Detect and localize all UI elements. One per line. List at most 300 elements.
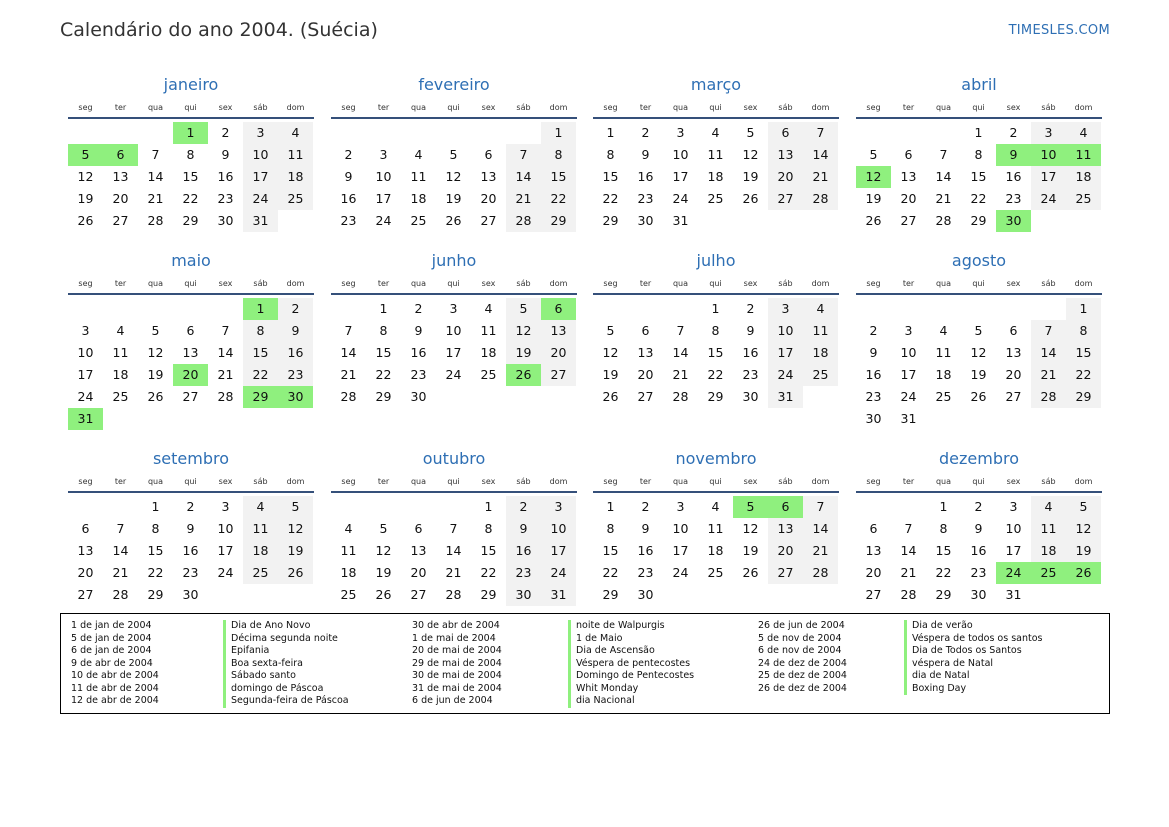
day-cell: 12	[375, 543, 392, 558]
day-cell: 15	[1066, 342, 1101, 364]
day-cell: 7	[116, 521, 125, 536]
month-name: abril	[961, 75, 997, 94]
day-cell: 26	[445, 213, 462, 228]
weekday-label: sáb	[1041, 477, 1056, 486]
day-cell: 3	[541, 496, 576, 518]
day-cell: 20	[480, 191, 497, 206]
day-cell: 3	[243, 122, 278, 144]
weekday-label: qui	[709, 477, 722, 486]
legend-holiday-name: Boxing Day	[904, 683, 1042, 696]
day-cell: 15	[602, 169, 619, 184]
weekday-label: sáb	[253, 477, 268, 486]
day-cell: 21	[1031, 364, 1066, 386]
legend-holiday-name: Whit Monday	[568, 683, 694, 696]
legend-holiday-name: Boa sexta-feira	[223, 658, 349, 671]
day-cell: 12	[278, 518, 313, 540]
day-cell: 9	[746, 323, 755, 338]
day-cell: 21	[506, 188, 541, 210]
legend-date: 12 de abr de 2004	[71, 695, 159, 706]
weekday-label: dom	[286, 279, 305, 288]
brand-link[interactable]: TIMESLES.COM	[1008, 23, 1110, 38]
day-cell: 17	[768, 342, 803, 364]
day-cell: 8	[606, 521, 615, 536]
day-cell: 20	[900, 191, 917, 206]
weekday-label: seg	[78, 477, 93, 486]
day-cell: 29	[480, 587, 497, 602]
day-cell: 25	[803, 364, 838, 386]
header-divider	[68, 491, 314, 493]
day-cell: 2	[746, 301, 755, 316]
day-cell: 29	[602, 213, 619, 228]
legend-date: 11 de abr de 2004	[71, 682, 159, 694]
weekday-label: sex	[743, 103, 758, 112]
day-cell: 17	[1005, 543, 1022, 558]
day-cell: 14	[803, 144, 838, 166]
weekday-label: qui	[709, 103, 722, 112]
day-cell: 20	[1005, 367, 1022, 382]
day-cell: 22	[602, 191, 619, 206]
day-cell: 20	[768, 540, 803, 562]
day-cell: 12	[742, 521, 759, 536]
day-cell: 30	[742, 389, 759, 404]
weekday-header	[68, 103, 314, 115]
day-cell: 23	[340, 213, 357, 228]
day-cell: 26	[742, 191, 759, 206]
weekday-header	[68, 279, 314, 291]
day-cell: 9	[869, 345, 878, 360]
legend-date: 31 de mai de 2004	[412, 682, 502, 694]
day-cell: 3	[221, 499, 230, 514]
legend-names-column	[904, 620, 1042, 695]
weekday-label: sex	[1006, 279, 1021, 288]
day-cell: 22	[243, 364, 278, 386]
weekday-label: seg	[341, 279, 356, 288]
day-cell: 16	[278, 342, 313, 364]
month-name: maio	[171, 251, 211, 270]
weekday-label: qui	[184, 279, 197, 288]
weekday-label: qui	[972, 103, 985, 112]
month-block	[593, 75, 839, 250]
day-cell: 14	[445, 543, 462, 558]
day-cell: 21	[340, 367, 357, 382]
day-cell: 14	[935, 169, 952, 184]
day-cell: 27	[410, 587, 427, 602]
day-cell: 23	[1005, 191, 1022, 206]
day-cell: 3	[768, 298, 803, 320]
header-divider	[856, 293, 1102, 295]
day-cell: 25	[707, 565, 724, 580]
weekday-label: sáb	[1041, 103, 1056, 112]
day-cell: 9	[414, 323, 423, 338]
day-cell: 21	[445, 565, 462, 580]
day-cell: 3	[379, 147, 388, 162]
day-cell: 1	[711, 301, 720, 316]
weekday-label: dom	[811, 477, 830, 486]
holiday-day-cell: 25	[1031, 562, 1066, 584]
day-cell: 3	[904, 323, 913, 338]
month-block	[856, 75, 1102, 250]
day-cell: 11	[803, 320, 838, 342]
day-cell: 27	[541, 364, 576, 386]
weekday-label: sex	[743, 279, 758, 288]
day-cell: 16	[410, 345, 427, 360]
day-cell: 5	[746, 125, 755, 140]
day-cell: 24	[672, 191, 689, 206]
day-cell: 12	[1066, 518, 1101, 540]
day-cell: 14	[900, 543, 917, 558]
day-cell: 14	[340, 345, 357, 360]
legend-holiday-name: Sábado santo	[223, 670, 349, 683]
day-cell: 24	[1031, 188, 1066, 210]
legend-date: 5 de nov de 2004	[758, 632, 842, 644]
day-cell: 10	[900, 345, 917, 360]
day-cell: 13	[112, 169, 129, 184]
month-block	[593, 251, 839, 426]
holiday-day-cell: 6	[541, 298, 576, 320]
day-cell: 4	[414, 147, 423, 162]
day-cell: 7	[1031, 320, 1066, 342]
day-cell: 17	[541, 540, 576, 562]
day-cell: 7	[939, 147, 948, 162]
holiday-day-cell: 31	[68, 408, 103, 430]
day-cell: 28	[935, 213, 952, 228]
day-cell: 31	[1005, 587, 1022, 602]
day-cell: 18	[803, 342, 838, 364]
weekday-label: seg	[603, 279, 618, 288]
holiday-day-cell: 6	[103, 144, 138, 166]
weekday-label: qua	[410, 103, 427, 112]
day-cell: 2	[221, 125, 230, 140]
day-cell: 6	[904, 147, 913, 162]
weekday-label: qui	[447, 477, 460, 486]
holiday-day-cell: 26	[1066, 562, 1101, 584]
day-cell: 9	[641, 521, 650, 536]
day-cell: 3	[449, 301, 458, 316]
day-cell: 15	[707, 345, 724, 360]
day-cell: 17	[445, 345, 462, 360]
day-cell: 12	[742, 147, 759, 162]
day-cell: 4	[711, 499, 720, 514]
weekday-label: ter	[114, 279, 127, 288]
weekday-label: dom	[811, 279, 830, 288]
day-cell: 14	[112, 543, 129, 558]
day-cell: 25	[480, 367, 497, 382]
day-cell: 28	[900, 587, 917, 602]
weekday-label: sáb	[516, 279, 531, 288]
day-cell: 21	[672, 367, 689, 382]
day-cell: 13	[637, 345, 654, 360]
day-cell: 18	[707, 543, 724, 558]
weekday-label: sáb	[516, 477, 531, 486]
day-cell: 23	[742, 367, 759, 382]
day-cell: 8	[974, 147, 983, 162]
day-cell: 21	[803, 166, 838, 188]
legend-holiday-name: Dia de verão	[904, 620, 1042, 633]
day-cell: 28	[803, 188, 838, 210]
weekday-label: sáb	[1041, 279, 1056, 288]
day-cell: 31	[672, 213, 689, 228]
header-divider	[68, 293, 314, 295]
day-cell: 2	[186, 499, 195, 514]
day-cell: 15	[182, 169, 199, 184]
weekday-label: qua	[935, 279, 952, 288]
day-cell: 9	[278, 320, 313, 342]
weekday-label: qui	[709, 279, 722, 288]
day-cell: 13	[480, 169, 497, 184]
legend-date: 5 de jan de 2004	[71, 632, 152, 644]
day-cell: 1	[541, 122, 576, 144]
month-block	[331, 449, 577, 624]
weekday-label: ter	[114, 477, 127, 486]
holiday-day-cell: 26	[506, 364, 541, 386]
weekday-label: qua	[935, 477, 952, 486]
day-cell: 23	[410, 367, 427, 382]
day-cell: 16	[1005, 169, 1022, 184]
day-cell: 18	[707, 169, 724, 184]
day-cell: 28	[147, 213, 164, 228]
day-cell: 8	[939, 521, 948, 536]
day-cell: 15	[480, 543, 497, 558]
day-cell: 13	[77, 543, 94, 558]
day-cell: 7	[151, 147, 160, 162]
day-cell: 29	[602, 587, 619, 602]
day-cell: 18	[340, 565, 357, 580]
weekday-label: seg	[341, 477, 356, 486]
day-cell: 8	[186, 147, 195, 162]
weekday-label: qui	[972, 279, 985, 288]
day-cell: 23	[970, 565, 987, 580]
weekday-label: qua	[672, 477, 689, 486]
day-cell: 16	[182, 543, 199, 558]
weekday-label: dom	[549, 477, 568, 486]
day-cell: 27	[637, 389, 654, 404]
legend-names-column	[568, 620, 694, 708]
weekday-label: seg	[866, 103, 881, 112]
legend-date: 20 de mai de 2004	[412, 645, 502, 656]
legend-holiday-name: Véspera de pentecostes	[568, 658, 694, 671]
day-cell: 9	[344, 169, 353, 184]
day-cell: 22	[375, 367, 392, 382]
day-cell: 8	[243, 320, 278, 342]
legend-date: 26 de dez de 2004	[758, 682, 847, 694]
month-name: janeiro	[163, 75, 219, 94]
month-name: julho	[696, 251, 736, 270]
day-cell: 9	[641, 147, 650, 162]
day-cell: 9	[186, 521, 195, 536]
weekday-label: dom	[549, 103, 568, 112]
day-cell: 25	[278, 188, 313, 210]
weekday-label: ter	[639, 279, 652, 288]
day-cell: 29	[1066, 386, 1101, 408]
weekday-label: dom	[1074, 103, 1093, 112]
day-cell: 6	[869, 521, 878, 536]
day-cell: 2	[414, 301, 423, 316]
day-cell: 2	[1009, 125, 1018, 140]
weekday-label: qua	[672, 279, 689, 288]
day-cell: 20	[768, 166, 803, 188]
weekday-header	[856, 103, 1102, 115]
day-cell: 27	[77, 587, 94, 602]
weekday-label: sex	[481, 103, 496, 112]
day-cell: 27	[768, 188, 803, 210]
legend-date: 9 de abr de 2004	[71, 657, 153, 669]
day-cell: 18	[410, 191, 427, 206]
day-cell: 6	[81, 521, 90, 536]
day-cell: 7	[904, 521, 913, 536]
month-block	[856, 449, 1102, 624]
weekday-label: seg	[78, 279, 93, 288]
day-cell: 7	[803, 122, 838, 144]
day-cell: 7	[506, 144, 541, 166]
weekday-label: qui	[447, 279, 460, 288]
weekday-label: sex	[481, 477, 496, 486]
day-cell: 19	[742, 169, 759, 184]
day-cell: 8	[1066, 320, 1101, 342]
day-cell: 12	[147, 345, 164, 360]
holiday-day-cell: 5	[68, 144, 103, 166]
holiday-day-cell: 1	[243, 298, 278, 320]
day-cell: 21	[935, 191, 952, 206]
day-cell: 12	[970, 345, 987, 360]
day-cell: 23	[278, 364, 313, 386]
day-cell: 25	[410, 213, 427, 228]
legend-holiday-name: véspera de Natal	[904, 658, 1042, 671]
legend-dates-column	[412, 620, 502, 708]
day-cell: 5	[869, 147, 878, 162]
day-cell: 30	[637, 213, 654, 228]
day-cell: 29	[541, 210, 576, 232]
day-cell: 2	[869, 323, 878, 338]
day-cell: 13	[865, 543, 882, 558]
day-cell: 7	[676, 323, 685, 338]
day-cell: 25	[243, 562, 278, 584]
day-cell: 18	[278, 166, 313, 188]
month-name: novembro	[675, 449, 757, 468]
day-cell: 27	[768, 562, 803, 584]
day-cell: 22	[480, 565, 497, 580]
day-cell: 26	[375, 587, 392, 602]
day-cell: 26	[865, 213, 882, 228]
day-cell: 2	[974, 499, 983, 514]
day-cell: 30	[865, 411, 882, 426]
weekday-header	[856, 477, 1102, 489]
day-cell: 25	[935, 389, 952, 404]
day-cell: 19	[278, 540, 313, 562]
day-cell: 20	[77, 565, 94, 580]
weekday-label: ter	[377, 279, 390, 288]
day-cell: 15	[602, 543, 619, 558]
day-cell: 10	[1005, 521, 1022, 536]
day-cell: 11	[707, 521, 724, 536]
day-cell: 3	[1009, 499, 1018, 514]
day-cell: 18	[243, 540, 278, 562]
day-cell: 29	[970, 213, 987, 228]
day-cell: 17	[217, 543, 234, 558]
day-cell: 6	[641, 323, 650, 338]
day-cell: 24	[77, 389, 94, 404]
weekday-label: sex	[1006, 103, 1021, 112]
day-cell: 16	[637, 169, 654, 184]
day-cell: 7	[803, 496, 838, 518]
legend-date: 1 de mai de 2004	[412, 632, 496, 644]
day-cell: 12	[506, 320, 541, 342]
day-cell: 28	[217, 389, 234, 404]
day-cell: 1	[1066, 298, 1101, 320]
day-cell: 31	[243, 210, 278, 232]
day-cell: 10	[672, 147, 689, 162]
day-cell: 24	[541, 562, 576, 584]
weekday-label: qui	[972, 477, 985, 486]
day-cell: 21	[112, 565, 129, 580]
day-cell: 10	[541, 518, 576, 540]
day-cell: 5	[606, 323, 615, 338]
day-cell: 1	[151, 499, 160, 514]
legend-dates-column	[71, 620, 159, 708]
month-block	[68, 449, 314, 624]
weekday-header	[331, 477, 577, 489]
holiday-day-cell: 10	[1031, 144, 1066, 166]
holiday-day-cell: 20	[173, 364, 208, 386]
legend-holiday-name: dia de Natal	[904, 670, 1042, 683]
day-cell: 11	[935, 345, 952, 360]
day-cell: 23	[506, 562, 541, 584]
weekday-label: sex	[218, 477, 233, 486]
day-cell: 14	[217, 345, 234, 360]
weekday-label: seg	[603, 477, 618, 486]
weekday-label: dom	[286, 477, 305, 486]
legend-date: 24 de dez de 2004	[758, 657, 847, 669]
day-cell: 2	[641, 499, 650, 514]
weekday-label: ter	[377, 477, 390, 486]
holiday-day-cell: 5	[733, 496, 768, 518]
day-cell: 24	[243, 188, 278, 210]
day-cell: 2	[278, 298, 313, 320]
day-cell: 5	[506, 298, 541, 320]
weekday-label: seg	[866, 477, 881, 486]
legend-date: 30 de mai de 2004	[412, 670, 502, 681]
day-cell: 24	[900, 389, 917, 404]
weekday-label: seg	[78, 103, 93, 112]
day-cell: 7	[344, 323, 353, 338]
day-cell: 23	[217, 191, 234, 206]
day-cell: 12	[445, 169, 462, 184]
day-cell: 19	[1066, 540, 1101, 562]
weekday-label: sáb	[778, 279, 793, 288]
day-cell: 5	[278, 496, 313, 518]
month-name: fevereiro	[418, 75, 490, 94]
holiday-day-cell: 1	[173, 122, 208, 144]
month-name: setembro	[152, 449, 230, 468]
day-cell: 30	[410, 389, 427, 404]
weekday-label: sáb	[253, 103, 268, 112]
day-cell: 4	[711, 125, 720, 140]
legend-date: 6 de jan de 2004	[71, 645, 152, 656]
day-cell: 1	[974, 125, 983, 140]
month-block	[856, 251, 1102, 426]
day-cell: 4	[939, 323, 948, 338]
day-cell: 13	[410, 543, 427, 558]
day-cell: 11	[278, 144, 313, 166]
day-cell: 29	[935, 587, 952, 602]
day-cell: 1	[484, 499, 493, 514]
day-cell: 13	[768, 144, 803, 166]
day-cell: 10	[77, 345, 94, 360]
day-cell: 17	[375, 191, 392, 206]
weekday-label: ter	[114, 103, 127, 112]
day-cell: 24	[445, 367, 462, 382]
day-cell: 24	[672, 565, 689, 580]
day-cell: 14	[1031, 342, 1066, 364]
